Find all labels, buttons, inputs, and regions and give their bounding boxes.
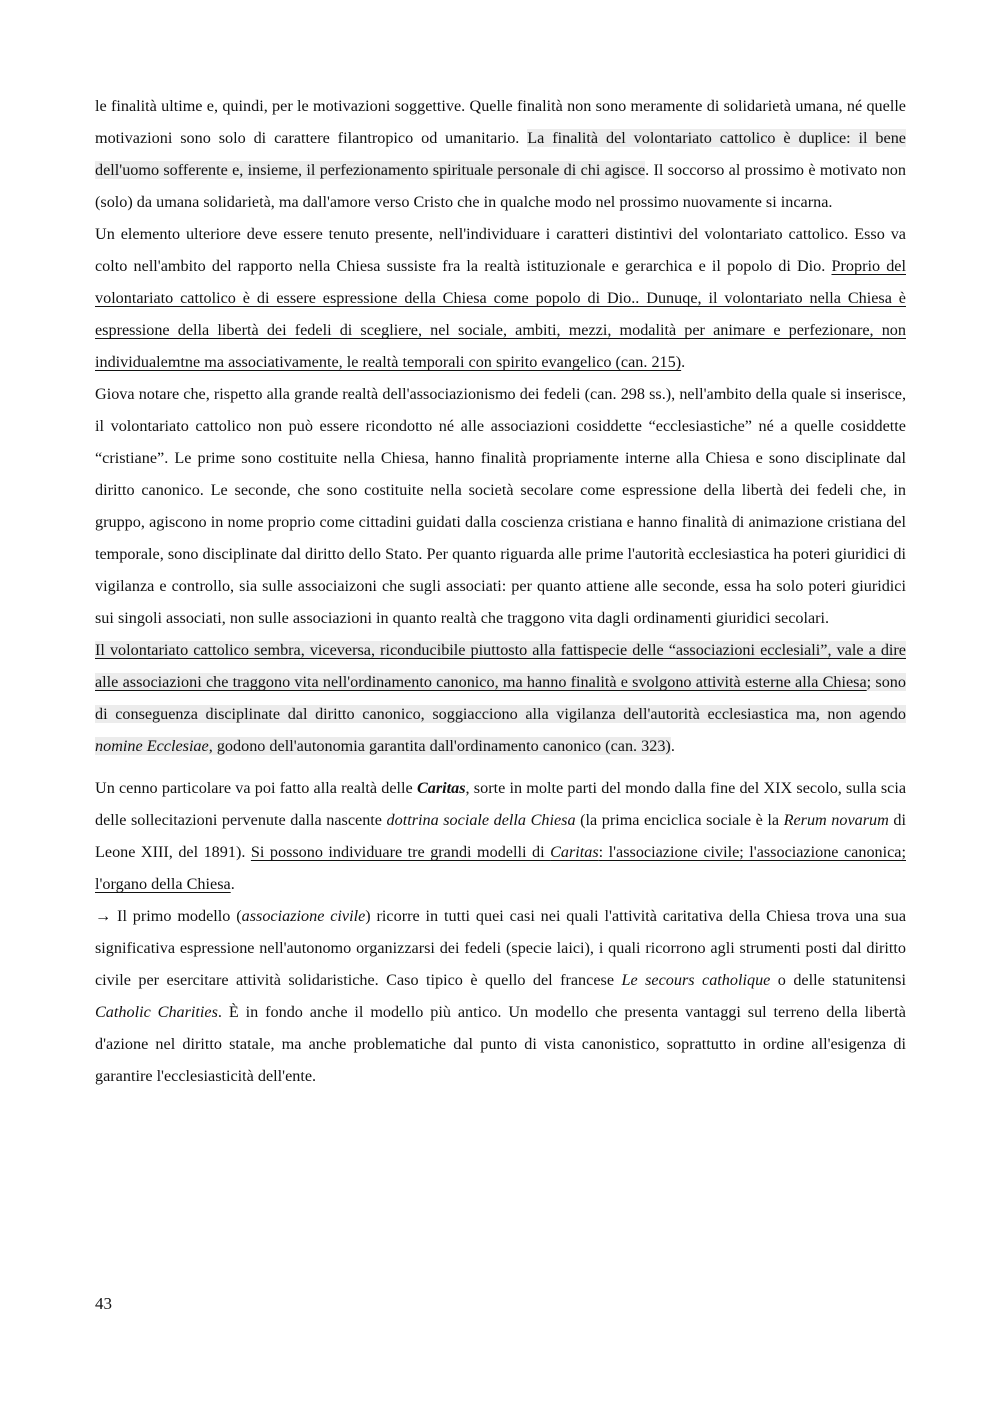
paragraph-6: → Il primo modello (associazione civile) ricorre in tutti quei casi nei quali l'attività caritativa della Chiesa trova una sua significativa espressione nell'autonomo organizzarsi dei fedeli (specie laici), i quali ricorrono agli strumenti posti dal diritto civile per esercitare attività solidaristiche. Caso tipico è quello del francese Le secours catholique o delle statunitensi Catholic Charities. È in fondo anche il modello più antico. Un modello che presenta vantaggi sul terreno della libertà d'azione nel diritto statale, ma anche problematiche dal punto di vista canonistico, soprattutto in ordine all'esigenza di garantire l'ecclesiasticità dell'ente. — [95, 907, 907, 1085]
italic-term: Le secours catholique — [621, 971, 771, 989]
paragraph-3: Giova notare che, rispetto alla grande realtà dell'associazionismo dei fedeli (can. 298 ss.), nell'ambito della quale si inserisce, il volontariato cattolico non può essere ricondotto né alle associazioni cosiddette “ecclesiastiche” né a quelle cosiddette “cristiane”. Le prime sono costituite nella Chiesa, hanno finalità propriamente interne alla Chiesa e sono disciplinate dal diritto canonico. Le seconde, che sono costituite nella società secolare come espressione della libertà dei fedeli che, in gruppo, agiscono in nome proprio come cittadini guidati dalla coscienza cristiana e hanno finalità di animazione cristiana del temporale, sono disciplinate dal diritto dello Stato. Per quanto riguarda alle prime l'autorità ecclesiastica ha poteri giuridici di vigilanza e controllo, sia sulle associaizoni che sugli associati: per quanto attiene alle seconde, essa ha solo poteri giuridici sui singoli associati, non sulle associazioni in quanto realtà che traggono vita dagli ordinamenti giuridici secolari. — [95, 385, 906, 627]
highlighted-text: La finalità del volontariato cattolico è duplice: il bene dell'uomo sofferente e, insieme, il perfezionamento spirituale personale di chi agisce — [95, 129, 906, 179]
body-text — [95, 90, 906, 1092]
underlined-text: : l'associazione civile; l'associazione canonica; l'organo della Chiesa — [95, 843, 906, 893]
paragraph-4: Il volontariato cattolico sembra, viceversa, riconducibile piuttosto alla fattispecie delle “associazioni ecclesiali”, vale a dire alle associazioni che traggono vita nell'ordinamento canonico, ma hanno finalità e svolgono attività esterne alla Chiesa; sono di conseguenza disciplinate dal diritto canonico, soggiacciono alla vigilanza dell'autorità ecclesiastica ma, non agendo nomine Ecclesiae, godono dell'autonomia garantita dall'ordinamento canonico (can. 323). — [95, 641, 906, 755]
paragraph-5: Un cenno particolare va poi fatto alla realtà delle Caritas, sorte in molte parti del mondo dalla fine del XIX secolo, sulla scia delle sollecitazioni pervenute dalla nascente dottrina sociale della Chiesa (la prima enciclica sociale è la Rerum novarum di Leone XIII, del 1891). Si possono individuare tre grandi modelli di Caritas: l'associazione civile; l'associazione canonica; l'organo della Chiesa. — [95, 779, 907, 893]
underlined-italic-term: Caritas — [550, 843, 599, 861]
italic-term: nomine Ecclesiae — [95, 737, 209, 755]
paragraph-1: le finalità ultime e, quindi, per le motivazioni soggettive. Quelle finalità non sono meramente di solidarietà umana, né quelle motivazioni sono solo di carattere filantropico od umanitario. La finalità del volontariato cattolico è duplice: il bene dell'uomo sofferente e, insieme, il perfezionamento spirituale personale di chi agisce. Il soccorso al prossimo è motivato non (solo) da umana solidarietà, ma dall'amore verso Cristo che in qualche modo nel prossimo nuovamente si incarna. — [95, 97, 906, 211]
underlined-highlighted-text: Il volontariato cattolico sembra, viceversa, riconducibile piuttosto alla fattispecie delle “associazioni ecclesiali”, vale a dire alle associazioni che traggono vita nell'ordinamento canonico, ma hanno finalità e svolgono attività esterne alla Chiesa — [95, 641, 906, 691]
italic-term: Rerum novarum — [783, 811, 889, 829]
underlined-text: Proprio del volontariato cattolico è di essere espressione della Chiesa come popolo di Dio.. Dunuqe, il volontariato nella Chiesa è espressione della libertà dei fedeli di scegliere, nel sociale, ambiti, mezzi, modalità per animare e perfezionare, non individualemtne ma associativamente, le realtà temporali con spirito evangelico (can. 215) — [95, 257, 906, 371]
bold-italic-term: Caritas — [416, 779, 466, 797]
page-number: 43 — [95, 1294, 112, 1313]
underlined-text: Si possono individuare tre grandi modelli di — [250, 843, 551, 861]
italic-term: Catholic Charities — [95, 1003, 218, 1021]
italic-term: dottrina sociale della Chiesa — [386, 811, 576, 829]
italic-term: associazione civile — [241, 907, 366, 925]
paragraph-2: Un elemento ulteriore deve essere tenuto presente, nell'individuare i caratteri distintivi del volontariato cattolico. Esso va colto nell'ambito del rapporto nella Chiesa sussiste fra la realtà istituzionale e gerarchica e il popolo di Dio. Proprio del volontariato cattolico è di essere espressione della Chiesa come popolo di Dio.. Dunuqe, il volontariato nella Chiesa è espressione della libertà dei fedeli di scegliere, nel sociale, ambiti, mezzi, modalità per animare e perfezionare, non individualemtne ma associativamente, le realtà temporali con spirito evangelico (can. 215). — [95, 225, 906, 371]
highlighted-text: sono di conseguenza disciplinate dal diritto canonico, soggiacciono alla vigilanza dell'autorità ecclesiastica ma, non agendo — [95, 673, 906, 723]
